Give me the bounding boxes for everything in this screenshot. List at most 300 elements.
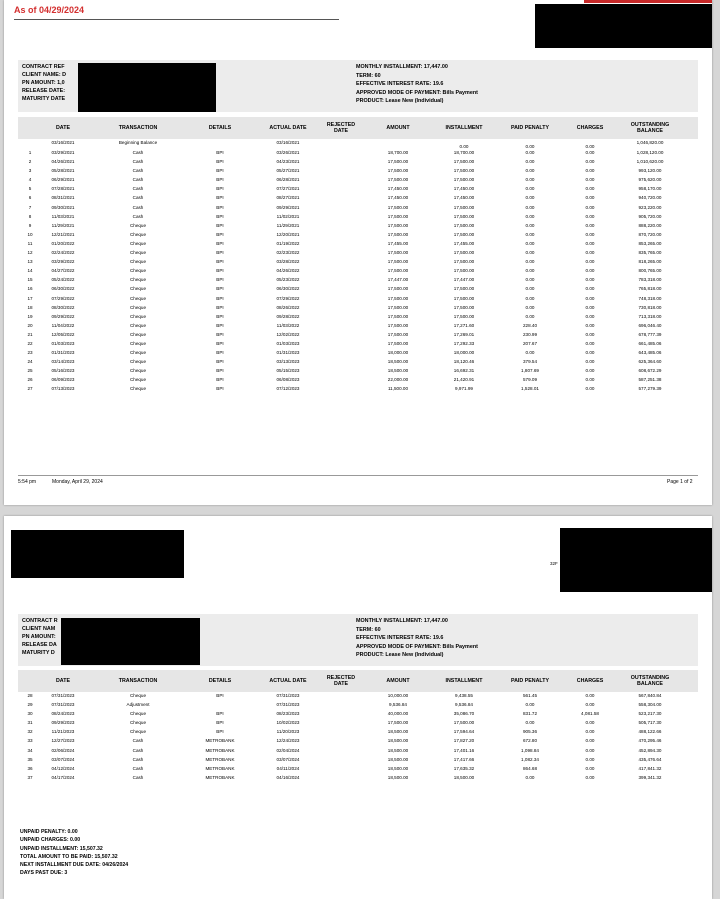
cell-actual-date: 06/08/2023 [276,377,300,383]
cell-outstanding-balance: 435,476.64 [638,756,662,762]
cell-amount: 17,500.00 [387,259,409,265]
row-number: 14 [27,268,33,274]
table-row [18,258,698,267]
cell-date: 11/29/2021 [51,222,75,228]
cell-details: BPI [216,231,224,237]
table-row [18,213,698,222]
cell-paid-penalty: 230.99 [522,331,538,337]
cell-details: BPI [216,250,224,256]
info-line: MATURITY DATE [22,96,66,102]
cell-transaction: Cheque [129,277,147,283]
summary-line: UNPAID INSTALLMENT: 15,507.32 [20,845,103,852]
cell-amount: 17,500.00 [387,222,409,228]
cell-date: 02/06/2024 [51,747,75,753]
row-number: 24 [27,359,33,365]
cell-date: 07/28/2021 [51,186,75,192]
info-line: RELEASE DATE: [22,88,66,94]
footer-page-number: Page 1 of 2 [667,479,693,485]
cell-transaction: Cheque [129,350,147,356]
info-line: MONTHLY INSTALLMENT: 17,447.00 [356,618,448,624]
cell-paid-penalty: 0.00 [525,240,535,246]
summary-line: UNPAID CHARGES: 0.00 [20,837,81,844]
table-row [18,385,698,394]
cell-charges: 0.00 [585,386,595,392]
redaction-block [11,530,184,578]
cell-actual-date: 07/12/2023 [276,386,300,392]
cell-charges: 0.00 [585,295,595,301]
column-header-installment: INSTALLMENT [445,125,483,131]
cell-transaction: Cheque [129,377,147,383]
account-summary [20,828,128,878]
cell-date: 04/12/2024 [51,765,75,771]
cell-paid-penalty: 0.00 [525,204,535,210]
cell-details: BPI [216,150,224,155]
cell-date: 11/21/2023 [51,729,75,735]
row-number: 36 [27,765,33,771]
cell-paid-penalty: 579.09 [522,377,538,383]
cell-details: BPI [216,350,224,356]
contract-info-left [22,63,66,103]
info-line: CONTRACT REF [22,64,65,70]
row-number: 21 [27,331,33,337]
cell-paid-penalty: 0.00 [525,295,535,301]
cell-transaction: Cheque [129,340,147,346]
cell-charges: 0.00 [585,350,595,356]
cell-transaction: Cash [132,159,144,165]
table-row [18,304,698,313]
cell-installment: 17,500.00 [453,159,475,165]
table-row [18,367,698,376]
cell-details: BPI [216,322,224,328]
cell-charges: 0.00 [585,204,595,210]
cell-actual-date: 07/31/2023 [276,693,300,698]
cell-date: 09/29/2023 [51,720,75,726]
cell-transaction: Cheque [129,322,147,328]
column-header-transaction: TRANSACTION [118,678,158,684]
table-row [18,340,698,349]
table-row [18,376,698,385]
cell-charges: 0.00 [585,186,595,192]
cell-charges: 0.00 [585,168,595,174]
cell-installment: 17,455.00 [453,240,475,246]
row-number: 10 [27,231,33,237]
column-header-balance: OUTSTANDING BALANCE [630,122,670,134]
cell-charges: 0.00 [585,340,595,346]
cell-date: 06/29/2021 [51,177,75,183]
cell-amount: 17,455.00 [387,240,409,246]
table-row [18,701,698,710]
table-row [18,158,698,167]
cell-outstanding-balance: 470,295.46 [638,738,662,744]
table-row [18,728,698,737]
cell-outstanding-balance: 577,279.39 [638,386,662,392]
cell-actual-date: 03/16/2021 [276,140,300,145]
cell-charges: 0.00 [585,159,595,165]
cell-paid-penalty: 831.72 [522,711,538,717]
cell-actual-date: 05/15/2023 [276,368,300,374]
cell-transaction: Cheque [129,368,147,374]
header-fragment: 32F [550,561,558,566]
cell-charges: 0.00 [585,313,595,319]
summary-line: NEXT INSTALLMENT DUE DATE: 04/26/2024 [20,862,129,869]
cell-charges: 0.00 [585,322,595,328]
cell-actual-date: 12/24/2023 [276,738,300,744]
cell-outstanding-balance: 888,220.00 [638,222,662,228]
row-number: 12 [27,250,33,256]
cell-actual-date: 01/31/2023 [276,350,300,356]
cell-amount: 17,500.00 [387,177,409,183]
cell-amount: 17,500.00 [387,231,409,237]
cell-amount: 18,500.00 [387,765,409,771]
table-row [18,710,698,719]
cell-paid-penalty: 0.00 [525,350,535,356]
cell-installment: 9,438.55 [455,693,473,698]
cell-charges: 0.00 [585,304,595,310]
table-row [18,692,698,701]
cell-outstanding-balance: 748,318.00 [638,295,662,301]
table-row [18,240,698,249]
summary-line: TOTAL AMOUNT TO BE PAID: 15,507.32 [20,853,118,860]
statement-page-2 [4,516,712,899]
cell-transaction: Cash [132,150,144,155]
cell-amount: 40,000.00 [387,711,409,717]
cell-actual-date: 01/03/2023 [276,340,300,346]
cell-outstanding-balance: 800,765.00 [638,268,662,274]
cell-outstanding-balance: 853,265.00 [638,240,662,246]
cell-paid-penalty: 672.80 [522,738,538,744]
cell-date: 01/20/2022 [51,240,75,246]
cell-actual-date: 04/23/2021 [276,159,300,165]
cell-charges: 0.00 [585,286,595,292]
cell-amount: 17,500.00 [387,268,409,274]
cell-paid-penalty: 905.36 [522,729,538,735]
cell-transaction: Cash [132,738,144,744]
cell-details: BPI [216,331,224,337]
cell-date: 09/30/2021 [51,204,75,210]
cell-outstanding-balance: 558,304.00 [638,702,662,708]
table-row [18,747,698,756]
cell-outstanding-balance: 643,485.06 [638,350,662,356]
row-number: 16 [27,286,33,292]
cell-amount: 18,500.00 [387,738,409,744]
cell-date: 05/24/2022 [51,277,75,283]
cell-actual-date: 11/29/2021 [276,222,300,228]
cell-date: 03/14/2023 [51,359,75,365]
footer-time: 5:54 pm [18,479,37,485]
cell-actual-date: 10/02/2023 [276,720,300,726]
cell-details: BPI [216,195,224,201]
cell-installment: 18,700.00 [453,150,475,155]
cell-actual-date: 04/26/2022 [276,268,300,274]
table-row [18,737,698,746]
cell-details: BPI [216,177,224,183]
cell-actual-date: 11/20/2023 [276,729,300,735]
cell-outstanding-balance: 765,818.00 [638,286,662,292]
cell-amount: 22,000.00 [387,377,409,383]
cell-amount: 17,450.00 [387,186,409,192]
row-number: 9 [28,222,32,228]
cell-details: BPI [216,222,224,228]
cell-paid-penalty: 0.00 [525,150,535,155]
cell-charges: 0.00 [585,240,595,246]
cell-outstanding-balance: 1,010,620.00 [636,159,664,165]
cell-details: BPI [216,693,224,698]
cell-date: 08/24/2023 [51,711,75,717]
cell-installment: 17,500.00 [453,204,475,210]
cell-transaction: Cheque [129,295,147,301]
cell-actual-date: 08/23/2023 [276,711,300,717]
row-number: 6 [28,195,32,201]
cell-details: METROBANK [205,774,235,780]
cell-actual-date: 09/29/2021 [276,204,300,210]
cell-actual-date: 08/27/2021 [276,195,300,201]
cell-charges: 0.00 [585,222,595,228]
cell-charges: 0.00 [585,177,595,183]
cell-date: 12/27/2023 [51,738,75,744]
cell-paid-penalty: 207.67 [522,340,538,346]
cell-date: 12/05/2022 [51,331,75,337]
row-number: 22 [27,340,33,346]
table-header [18,117,698,139]
redaction-block [78,63,216,112]
cell-amount: 17,450.00 [387,195,409,201]
cell-paid-penalty: 0.00 [525,231,535,237]
row-number: 34 [27,747,33,753]
cell-actual-date: 07/31/2023 [276,702,300,708]
cell-installment: 17,500.00 [453,295,475,301]
cell-outstanding-balance: 713,318.00 [638,313,662,319]
cell-details: BPI [216,286,224,292]
table-body [18,139,698,395]
table-row [18,358,698,367]
column-header-date: DATE [55,125,71,131]
cell-transaction: Cheque [129,729,147,735]
cell-transaction: Cheque [129,222,147,228]
table-row [18,765,698,774]
cell-actual-date: 04/11/2024 [276,765,300,771]
as-of-date: As of 04/29/2024 [14,5,85,15]
cell-details: BPI [216,729,224,735]
cell-outstanding-balance: 870,720.00 [638,231,662,237]
cell-charges: 0.00 [585,738,595,744]
cell-paid-penalty: 864.68 [522,765,538,771]
table-row [18,167,698,176]
cell-date: 06/09/2023 [51,377,75,383]
cell-details: BPI [216,368,224,374]
table-row [18,194,698,203]
table-row [18,349,698,358]
cell-transaction: Cash [132,186,144,192]
cell-actual-date: 06/30/2022 [276,286,300,292]
cell-installment: 17,500.00 [453,231,475,237]
row-number: 23 [27,350,33,356]
cell-charges: 0.00 [585,774,595,780]
cell-date: 07/31/2023 [51,693,75,698]
cell-paid-penalty: 0.00 [525,268,535,274]
info-line: APPROVED MODE OF PAYMENT: Bills Payment [356,643,478,650]
cell-outstanding-balance: 993,120.00 [638,168,662,174]
cell-paid-penalty: 0.00 [525,144,535,149]
cell-charges: 0.00 [585,747,595,753]
table-row [18,176,698,185]
cell-charges: 0.00 [585,259,595,265]
cell-actual-date: 03/26/2021 [276,150,300,155]
summary-line: UNPAID PENALTY: 0.00 [20,829,78,835]
row-number: 27 [27,386,33,392]
cell-details: BPI [216,213,224,219]
cell-amount: 17,447.00 [387,277,409,283]
cell-outstanding-balance: 1,046,820.00 [636,140,664,145]
cell-transaction: Beginning Balance [118,140,158,145]
cell-transaction: Cash [132,177,144,183]
cell-amount: 17,500.00 [387,159,409,165]
cell-outstanding-balance: 505,717.30 [638,720,662,726]
cell-date: 08/30/2022 [51,304,75,310]
cell-transaction: Cheque [129,268,147,274]
cell-installment: 17,594.64 [453,729,475,735]
cell-transaction: Cheque [129,331,147,337]
cell-charges: 0.00 [585,268,595,274]
row-number: 31 [27,720,33,726]
cell-actual-date: 07/27/2021 [276,186,300,192]
info-line: PRODUCT: Lease New (Individual) [356,652,444,659]
table-row [18,149,698,158]
cell-amount: 18,500.00 [387,729,409,735]
row-number: 7 [28,204,32,210]
row-number: 32 [27,729,33,735]
table-header [18,670,698,692]
cell-date: 03/29/2022 [51,259,75,265]
cell-actual-date: 04/16/2024 [276,774,300,780]
cell-transaction: Cheque [129,250,147,256]
ledger-table [18,117,698,395]
cell-date: 03/07/2024 [51,756,75,762]
column-header-penalty: PAID PENALTY [510,125,550,131]
table-row [18,322,698,331]
column-header-installment: INSTALLMENT [445,678,483,684]
row-number: 18 [27,304,33,310]
cell-outstanding-balance: 1,028,120.00 [636,150,664,155]
cell-date: 07/31/2023 [51,702,75,708]
cell-actual-date: 05/23/2022 [276,277,300,283]
cell-installment: 0.00 [459,144,469,149]
cell-actual-date: 11/03/2022 [276,322,300,328]
table-row [18,774,698,783]
cell-actual-date: 06/28/2021 [276,177,300,183]
table-row [18,756,698,765]
cell-details: BPI [216,295,224,301]
cell-paid-penalty: 1,098.84 [521,747,539,753]
cell-transaction: Cash [132,168,144,174]
cell-installment: 17,500.00 [453,259,475,265]
cell-outstanding-balance: 975,620.00 [638,177,662,183]
cell-actual-date: 07/29/2022 [276,295,300,301]
column-header-transaction: TRANSACTION [118,125,158,131]
cell-outstanding-balance: 818,265.00 [638,259,662,265]
table-body [18,692,698,783]
row-number: 15 [27,277,33,283]
column-header-date: DATE [55,678,71,684]
cell-installment: 9,536.84 [455,702,473,708]
column-header-details: DETAILS [208,678,232,684]
cell-transaction: Cash [132,213,144,219]
cell-details: BPI [216,377,224,383]
cell-outstanding-balance: 923,220.00 [638,204,662,210]
cell-paid-penalty: 1,807.69 [521,368,539,374]
row-number: 4 [28,177,32,183]
cell-installment: 16,692.31 [453,368,475,374]
cell-installment: 17,500.00 [453,250,475,256]
column-header-actual: ACTUAL DATE [269,125,307,131]
cell-amount: 17,500.00 [387,331,409,337]
info-line: EFFECTIVE INTEREST RATE: 19.6 [356,635,444,642]
cell-amount: 17,500.00 [387,213,409,219]
table-row [18,204,698,213]
cell-amount: 18,500.00 [387,359,409,365]
cell-charges: 4,081.58 [581,711,599,717]
row-number: 8 [28,213,32,219]
cell-date: 01/31/2023 [51,350,75,356]
cell-outstanding-balance: 661,485.06 [638,340,662,346]
cell-paid-penalty: 0.00 [525,168,535,174]
cell-charges: 0.00 [585,756,595,762]
cell-paid-penalty: 0.00 [525,259,535,265]
cell-paid-penalty: 379.54 [522,359,538,365]
cell-outstanding-balance: 452,894.30 [638,747,662,753]
cell-paid-penalty: 0.00 [525,159,535,165]
cell-amount: 18,500.00 [387,774,409,780]
cell-outstanding-balance: 905,720.00 [638,213,662,219]
row-number: 13 [27,259,33,265]
table-row [18,267,698,276]
info-line: EFFECTIVE INTEREST RATE: 19.6 [356,81,444,88]
row-number: 29 [27,702,33,708]
cell-installment: 17,635.32 [453,765,475,771]
row-number: 33 [27,738,33,744]
cell-outstanding-balance: 587,251.38 [638,377,662,383]
cell-paid-penalty: 0.00 [525,213,535,219]
column-header-amount: AMOUNT [386,678,410,684]
cell-actual-date: 03/28/2022 [276,259,300,265]
cell-transaction: Cheque [129,286,147,292]
cell-transaction: Cheque [129,259,147,265]
column-header-charges: CHARGES [576,678,604,684]
contract-info-left [22,617,58,657]
cell-transaction: Cheque [129,386,147,392]
column-header-actual: ACTUAL DATE [269,678,307,684]
cell-transaction: Cash [132,747,144,753]
row-number: 1 [28,150,32,155]
cell-transaction: Cheque [129,711,147,717]
cell-amount: 9,536.84 [389,702,407,708]
contract-info-right [356,617,478,660]
cell-date: 02/24/2022 [51,250,75,256]
brand-strip [584,0,712,3]
cell-transaction: Cash [132,195,144,201]
info-line: CLIENT NAM [22,626,56,632]
cell-installment: 17,450.00 [453,195,475,201]
cell-transaction: Cheque [129,720,147,726]
row-number: 3 [28,168,32,174]
cell-installment: 17,500.00 [453,222,475,228]
table-row [18,249,698,258]
cell-amount: 18,500.00 [387,747,409,753]
cell-paid-penalty: 0.00 [525,186,535,192]
cell-details: BPI [216,204,224,210]
cell-charges: 0.00 [585,377,595,383]
cell-charges: 0.00 [585,702,595,708]
cell-transaction: Cheque [129,304,147,310]
